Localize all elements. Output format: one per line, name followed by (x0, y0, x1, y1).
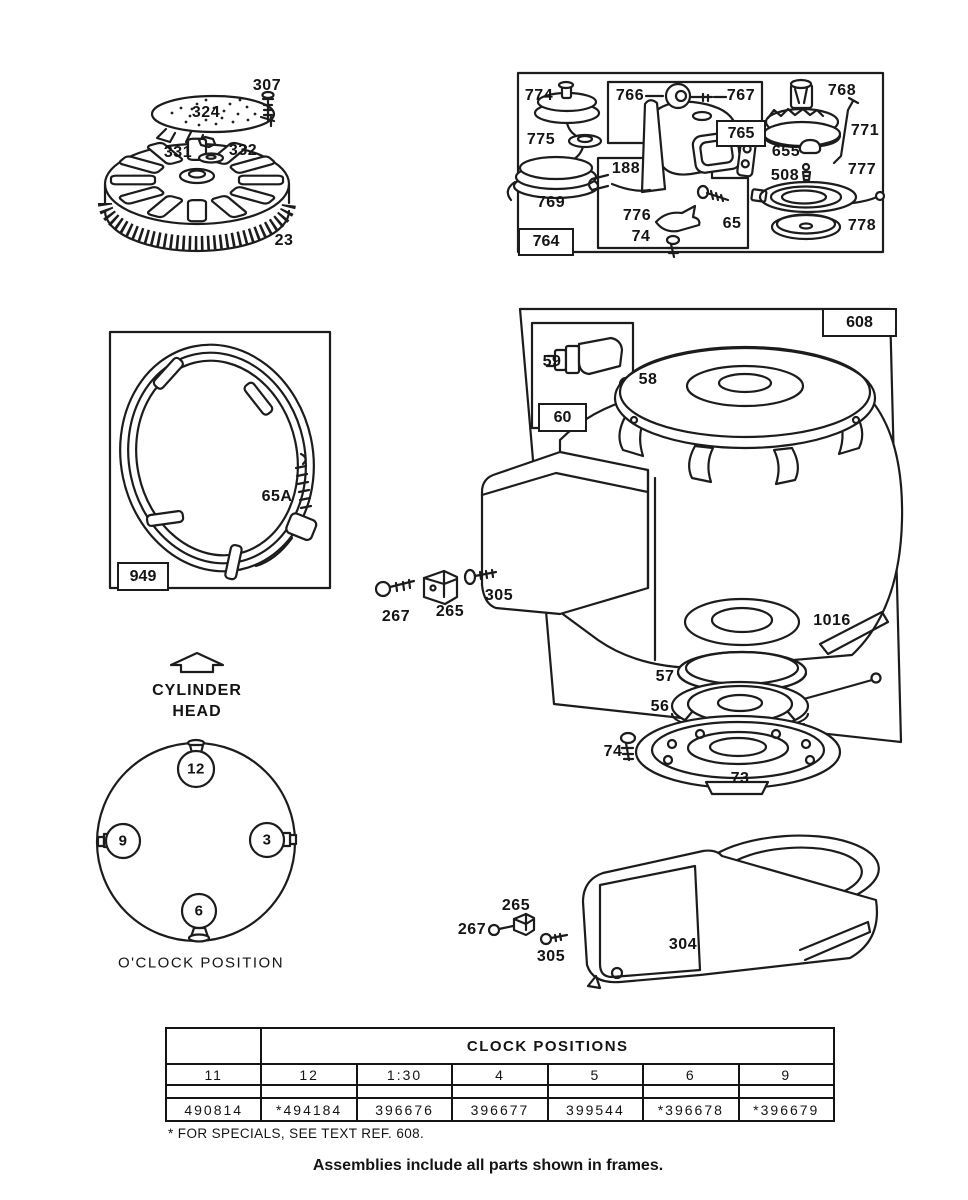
cylinder-head-caption-line2: HEAD (172, 703, 222, 720)
table-empty-cell (261, 1085, 356, 1098)
part-label-768: 768 (827, 82, 857, 99)
part-label-265-mid: 265 (435, 603, 465, 620)
part-label-775: 775 (526, 131, 556, 148)
part-label-56: 56 (650, 698, 670, 715)
part-label-767: 767 (726, 87, 756, 104)
table-empty-cell (452, 1085, 547, 1098)
part-label-73: 73 (730, 770, 750, 787)
part-label-305-bottom: 305 (536, 948, 566, 965)
part-label-305-mid: 305 (484, 587, 514, 604)
clock-positions-table (165, 1027, 835, 1122)
part-label-74-blower: 74 (603, 743, 623, 760)
table-part-number: 399544 (548, 1098, 643, 1121)
assemblies-caption: Assemblies include all parts shown in frames. (312, 1157, 664, 1174)
part-label-188: 188 (611, 160, 641, 177)
part-label-324: 324 (191, 104, 221, 121)
clock-number-3: 3 (262, 831, 272, 849)
clock-number-9: 9 (118, 832, 128, 850)
table-empty-cell (739, 1085, 834, 1098)
frame-label-764: 764 (518, 228, 574, 256)
part-label-58: 58 (638, 371, 658, 388)
part-label-23: 23 (274, 232, 294, 249)
ground-wire-frame-949 (99, 327, 334, 590)
part-label-774: 774 (524, 87, 554, 104)
table-title-cell: CLOCK POSITIONS (261, 1028, 834, 1064)
table-position-header: 5 (548, 1064, 643, 1085)
part-label-304: 304 (668, 936, 698, 953)
part-label-776: 776 (622, 207, 652, 224)
table-part-number: *494184 (261, 1098, 356, 1121)
table-position-header: 6 (643, 1064, 738, 1085)
table-empty-cell (548, 1085, 643, 1098)
table-position-header: 11 (166, 1064, 261, 1085)
table-part-number: 396677 (452, 1098, 547, 1121)
part-label-65: 65 (722, 215, 742, 232)
specials-footnote: * FOR SPECIALS, SEE TEXT REF. 608. (168, 1126, 425, 1141)
frame-label-765: 765 (716, 120, 766, 147)
table-empty-cell (166, 1085, 261, 1098)
part-label-332: 332 (228, 142, 258, 159)
table-corner-cell (166, 1028, 261, 1064)
frame-label-608: 608 (822, 308, 897, 337)
part-label-74-starter: 74 (631, 228, 651, 245)
part-label-267-bottom: 267 (457, 921, 487, 938)
part-label-65A: 65A (261, 488, 293, 505)
part-label-508: 508 (770, 167, 800, 184)
part-label-307: 307 (252, 77, 282, 94)
part-label-57: 57 (655, 668, 675, 685)
flywheel-drawing (105, 137, 289, 251)
table-part-number: 396676 (357, 1098, 452, 1121)
table-part-number: *396678 (643, 1098, 738, 1121)
part-label-267-mid: 267 (381, 608, 411, 625)
oclock-position-caption: O'CLOCK POSITION (117, 954, 285, 972)
part-label-771: 771 (850, 122, 880, 139)
table-position-header: 9 (739, 1064, 834, 1085)
table-position-header: 12 (261, 1064, 356, 1085)
table-empty-cell (357, 1085, 452, 1098)
part-label-265-bottom: 265 (501, 897, 531, 914)
table-part-number: 490814 (166, 1098, 261, 1121)
part-label-777: 777 (847, 161, 877, 178)
frame-label-60: 60 (538, 403, 587, 432)
part-label-766: 766 (615, 87, 645, 104)
part-label-1016: 1016 (813, 612, 851, 629)
table-empty-cell (643, 1085, 738, 1098)
clock-number-12: 12 (187, 760, 205, 778)
part-label-769: 769 (536, 194, 566, 211)
part-label-59: 59 (542, 353, 562, 370)
table-part-number: *396679 (739, 1098, 834, 1121)
cylinder-head-caption-line1: CYLINDER (152, 682, 242, 699)
frame-label-949: 949 (117, 562, 169, 591)
table-position-header: 4 (452, 1064, 547, 1085)
table-position-header: 1:30 (357, 1064, 452, 1085)
part-label-778: 778 (847, 217, 877, 234)
clock-number-6: 6 (194, 902, 204, 920)
part-label-331: 331 (163, 144, 193, 161)
part-label-655: 655 (771, 143, 801, 160)
